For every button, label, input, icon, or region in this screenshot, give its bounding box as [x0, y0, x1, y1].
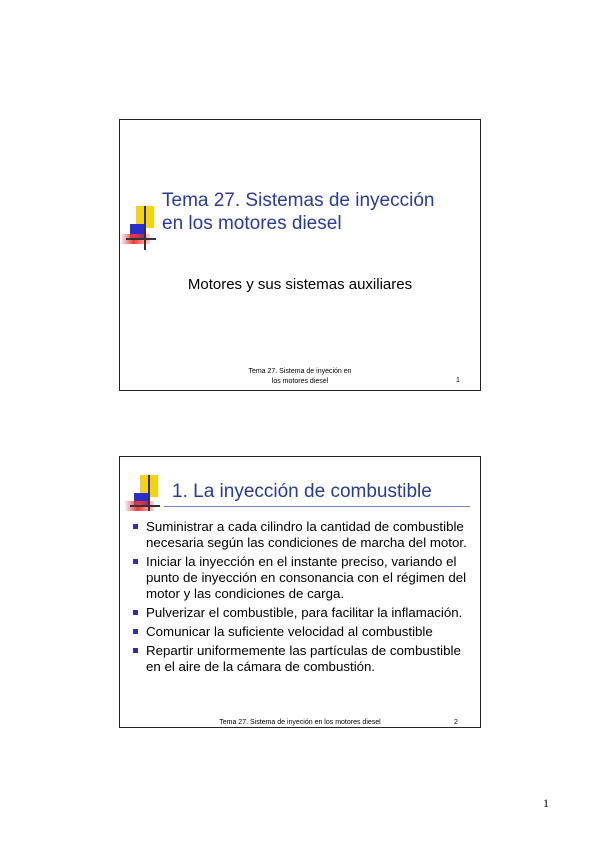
bullet-text: Iniciar la inyección en el instante preciso, variando el punto de inyección en consonancia con el régimen del motor y las condiciones de carga.	[146, 554, 467, 601]
bullet-text: Comunicar la suficiente velocidad al combustible	[146, 624, 433, 639]
bullet-square-icon	[133, 524, 138, 529]
slide-2-number: 2	[454, 719, 458, 726]
bullet-item	[131, 519, 476, 551]
slide-2-title: 1. La inyección de combustible	[172, 481, 432, 502]
slide-1-footer-line-1: Tema 27. Sistema de inyeción en	[248, 368, 352, 375]
bullet-item	[131, 643, 476, 675]
slide-1-footer-line-2: los motores diesel	[271, 378, 329, 385]
bullet-square-icon	[133, 648, 138, 653]
bullet-text: Suministrar a cada cilindro la cantidad de combustible necesaria según las condiciones de marcha del motor.	[146, 519, 467, 550]
slide-2-footer: Tema 27. Sistema de inyeción en los motores diesel	[219, 719, 381, 726]
slide-1-subtitle: Motores y sus sistemas auxiliares	[187, 276, 413, 293]
bullet-item	[131, 624, 476, 640]
slide-1	[119, 119, 481, 391]
title-divider	[164, 506, 470, 507]
bullet-square-icon	[133, 559, 138, 564]
slide-2	[119, 456, 481, 728]
slide-1-title-line-2: en los motores diesel	[162, 213, 342, 234]
slide-2-bullet-list	[131, 519, 476, 678]
bullet-item	[131, 605, 476, 621]
slide-1-footer	[240, 367, 360, 387]
page-number: 1	[543, 796, 549, 810]
slide-1-title	[162, 189, 472, 235]
slide-1-title-line-1: Tema 27. Sistemas de inyección	[162, 190, 435, 211]
slide-1-number: 1	[456, 377, 460, 384]
bullet-square-icon	[133, 610, 138, 615]
slide-decoration-icon	[120, 206, 160, 258]
bullet-text: Pulverizar el combustible, para facilitar la inflamación.	[146, 605, 463, 620]
bullet-square-icon	[133, 629, 138, 634]
slide-decoration-icon	[124, 475, 164, 515]
bullet-text: Repartir uniformemente las partículas de combustible en el aire de la cámara de combustión.	[146, 643, 461, 674]
bullet-item	[131, 554, 476, 602]
